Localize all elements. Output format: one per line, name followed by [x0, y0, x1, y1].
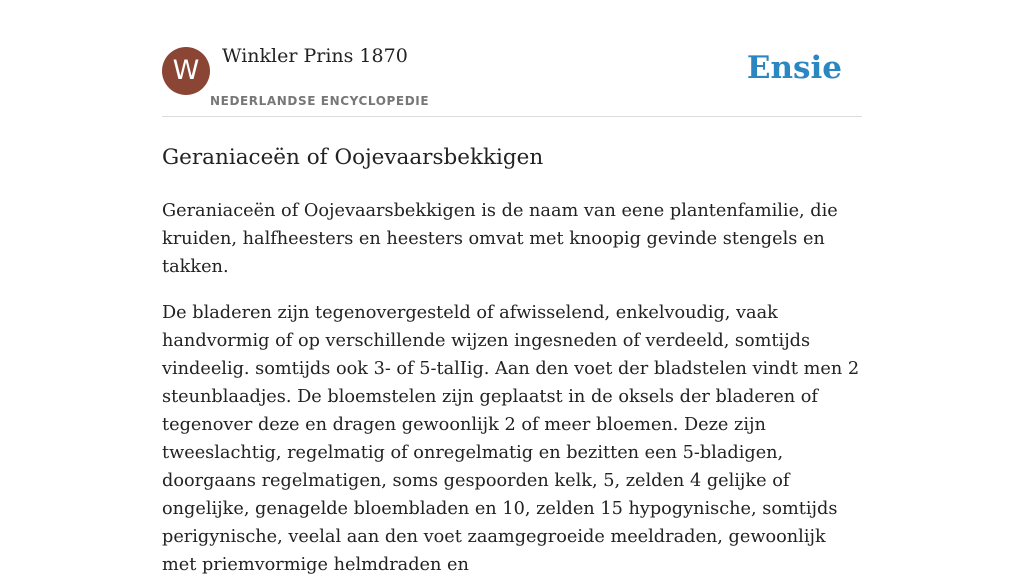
article-title: Geraniaceën of Oojevaarsbekkigen — [162, 145, 544, 170]
article-body — [162, 197, 862, 579]
avatar[interactable]: W — [162, 47, 210, 95]
source-title[interactable]: Winkler Prins 1870 — [222, 45, 408, 67]
content-column — [162, 0, 862, 579]
source-subtitle: NEDERLANDSE ENCYCLOPEDIE — [210, 94, 430, 108]
article-paragraph: De bladeren zijn tegenovergesteld of afwisselend, enkelvoudig, vaak handvormig of op verschillende wijzen ingesneden of verdeeld, somtijds vindeelig. somtijds ook 3- of 5-talIig. Aan den voet der bladstelen vindt men 2 steunblaadjes. De bloemstelen zijn geplaatst in de oksels der bladeren of tegenover deze en dragen gewoonlijk 2 of meer bloemen. Deze zijn tweeslachtig, regelmatig of onregelmatig en bezitten een 5-bladigen, doorgaans regelmatigen, soms gespoorden kelk, 5, zelden 4 gelijke of ongelijke, genagelde bloembladen en 10, zelden 15 hypogynische, somtijds perigynische, veelal aan den voet zaamgegroeide meeldraden, gewoonlijk met priemvormige helmdraden en — [162, 303, 860, 575]
brand-logo-link[interactable]: Ensie — [746, 50, 842, 86]
article-paragraph: Geraniaceën of Oojevaarsbekkigen is de naam van eene plantenfamilie, die kruiden, halfheesters en heesters omvat met knoopig gevinde stengels en takken. — [162, 201, 838, 277]
header — [162, 0, 862, 117]
